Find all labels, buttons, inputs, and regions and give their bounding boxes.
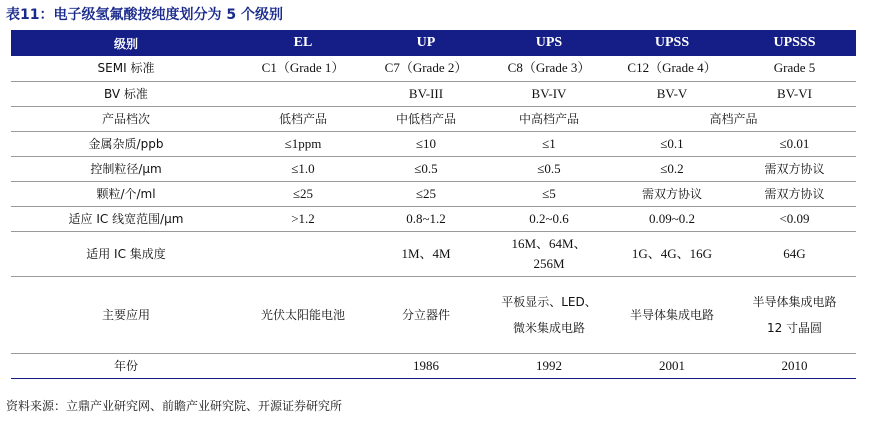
table-cell: 中高档产品 (487, 106, 611, 131)
table-cell: ≤5 (487, 181, 611, 206)
table-row-semi (11, 56, 856, 81)
table-cell: 1M、4M (365, 231, 487, 276)
table-cell: ≤1 (487, 131, 611, 156)
header-cell-ups: UPS (487, 30, 611, 56)
table-cell: 低档产品 (241, 106, 365, 131)
table-row-metal-impurity (11, 131, 856, 156)
table-cell: 平板显示、LED、微米集成电路 (487, 276, 611, 353)
table-cell: 16M、64M、256M (487, 231, 611, 276)
table-cell (241, 231, 365, 276)
table-row-main-application (11, 276, 856, 353)
row-label: 适应 IC 线宽范围/μm (11, 206, 241, 231)
table-cell: 64G (733, 231, 856, 276)
table-cell: 半导体集成电路 (611, 276, 733, 353)
table-cell: 0.09~0.2 (611, 206, 733, 231)
table-cell: 0.8~1.2 (365, 206, 487, 231)
header-cell-upss: UPSS (611, 30, 733, 56)
table-header-row (11, 30, 856, 56)
table-cell: 光伏太阳能电池 (241, 276, 365, 353)
header-cell-upsss: UPSSS (733, 30, 856, 56)
row-label: 适用 IC 集成度 (11, 231, 241, 276)
table-cell: 1G、4G、16G (611, 231, 733, 276)
header-cell-grade: 级别 (11, 30, 241, 56)
table-row-particle-size (11, 156, 856, 181)
table-cell: 需双方协议 (611, 181, 733, 206)
table-cell: 2001 (611, 353, 733, 378)
table-cell: 0.2~0.6 (487, 206, 611, 231)
table-cell (241, 353, 365, 378)
row-label: 年份 (11, 353, 241, 378)
table-cell: 需双方协议 (733, 181, 856, 206)
header-cell-el: EL (241, 30, 365, 56)
source-note: 资料来源：立鼎产业研究网、前瞻产业研究院、开源证券研究所 (6, 399, 343, 413)
row-label: BV 标准 (11, 81, 241, 106)
table-cell: ≤25 (365, 181, 487, 206)
row-label: SEMI 标准 (11, 56, 241, 81)
table-cell: ≤0.2 (611, 156, 733, 181)
table-row-year (11, 353, 856, 378)
table-cell: 中低档产品 (365, 106, 487, 131)
table-cell: C12（Grade 4） (611, 56, 733, 81)
table-title: 表11：电子级氢氟酸按纯度划分为 5 个级别 (6, 7, 283, 23)
table-cell: 分立器件 (365, 276, 487, 353)
table-cell: ≤10 (365, 131, 487, 156)
table-cell: 1992 (487, 353, 611, 378)
table-cell: 2010 (733, 353, 856, 378)
header-cell-up: UP (365, 30, 487, 56)
table-cell: BV-V (611, 81, 733, 106)
row-label: 产品档次 (11, 106, 241, 131)
table-row-ic-integration (11, 231, 856, 276)
row-label: 金属杂质/ppb (11, 131, 241, 156)
table-cell: ≤1ppm (241, 131, 365, 156)
row-label: 颗粒/个/ml (11, 181, 241, 206)
table-row-bv (11, 81, 856, 106)
table-row-ic-linewidth (11, 206, 856, 231)
table-cell (241, 81, 365, 106)
table-cell: ≤1.0 (241, 156, 365, 181)
table-row-product-tier (11, 106, 856, 131)
table-cell: 需双方协议 (733, 156, 856, 181)
table-cell: 1986 (365, 353, 487, 378)
table-cell: BV-VI (733, 81, 856, 106)
table-cell: Grade 5 (733, 56, 856, 81)
table-cell: ≤0.5 (487, 156, 611, 181)
table-cell: >1.2 (241, 206, 365, 231)
table-cell: ≤25 (241, 181, 365, 206)
table-cell: C8（Grade 3） (487, 56, 611, 81)
purity-grade-table (11, 30, 856, 379)
table-cell: ≤0.01 (733, 131, 856, 156)
table-cell: ≤0.5 (365, 156, 487, 181)
table-cell: 半导体集成电路 12 寸晶圆 (733, 276, 856, 353)
table-cell: <0.09 (733, 206, 856, 231)
table-cell: C7（Grade 2） (365, 56, 487, 81)
table-cell-merged: 高档产品 (611, 106, 856, 131)
table-cell: ≤0.1 (611, 131, 733, 156)
row-label: 主要应用 (11, 276, 241, 353)
table-cell: C1（Grade 1） (241, 56, 365, 81)
row-label: 控制粒径/μm (11, 156, 241, 181)
table-cell: BV-III (365, 81, 487, 106)
table-cell: BV-IV (487, 81, 611, 106)
table-row-particle-count (11, 181, 856, 206)
